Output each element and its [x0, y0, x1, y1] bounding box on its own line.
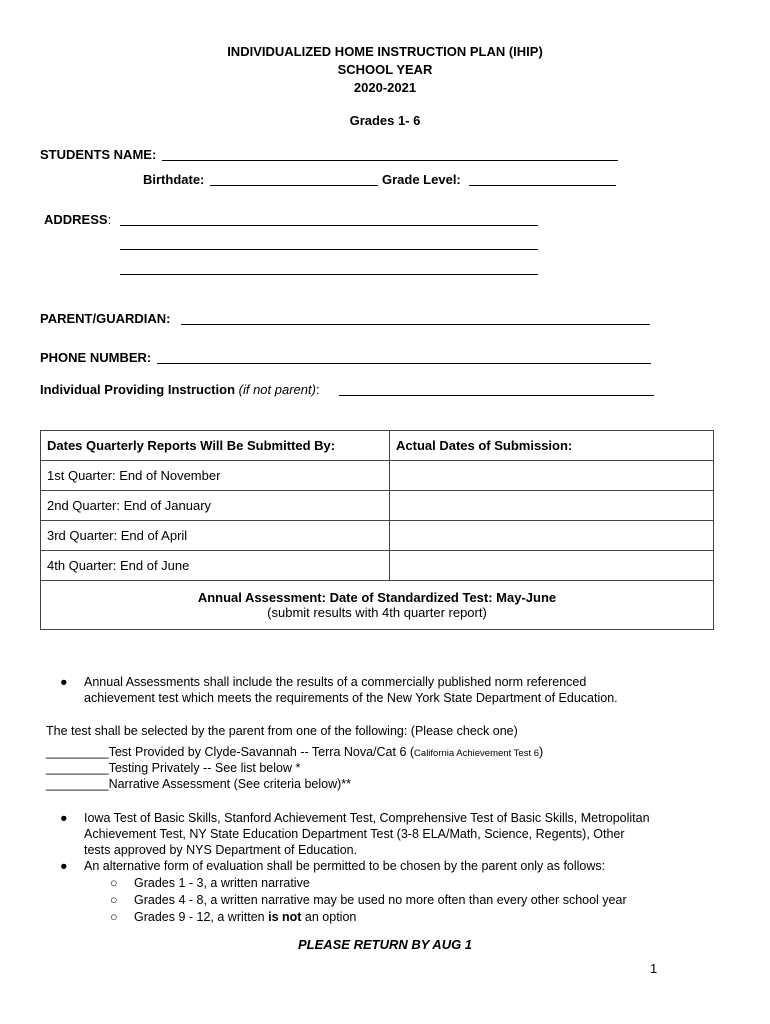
student-name-field[interactable]	[162, 160, 618, 161]
actual-date-cell[interactable]	[390, 521, 714, 551]
quarter-due-cell: 2nd Quarter: End of January	[41, 491, 390, 521]
test-option-2[interactable]	[46, 761, 300, 775]
instructor-colon: :	[315, 382, 320, 397]
actual-date-cell[interactable]	[390, 491, 714, 521]
phone-field[interactable]	[157, 363, 651, 364]
page-number: 1	[650, 961, 658, 976]
address-label: ADDRESS	[44, 212, 108, 227]
annual-assessment-row	[41, 581, 714, 630]
table-row	[41, 461, 714, 491]
parent-field[interactable]	[181, 324, 650, 325]
grade-level-label: Grade Level:	[382, 172, 461, 187]
table-header-actual: Actual Dates of Submission:	[390, 431, 714, 461]
grade-level-field[interactable]	[469, 185, 616, 186]
option-2-text: Testing Privately -- See list below *	[108, 761, 301, 775]
option-3-blank: _________	[46, 777, 109, 791]
instructor-field[interactable]	[339, 395, 654, 396]
birthdate-field[interactable]	[210, 185, 378, 186]
actual-date-cell[interactable]	[390, 551, 714, 581]
address-label-wrap	[44, 212, 111, 227]
option-3-text: Narrative Assessment (See criteria below)**	[108, 777, 352, 791]
address-line-3[interactable]	[120, 274, 538, 275]
tests-text-line-2: Achievement Test, NY State Education Department Test (3-8 ELA/Math, Science, Regents), Other	[84, 827, 625, 841]
bullet-icon: ●	[60, 859, 68, 873]
table-row	[41, 521, 714, 551]
test-option-3[interactable]	[46, 777, 351, 791]
address-colon: :	[107, 212, 112, 227]
birthdate-label: Birthdate:	[143, 172, 205, 187]
address-line-1[interactable]	[120, 225, 538, 226]
option-1-close: )	[539, 745, 544, 759]
bullet-icon: ●	[60, 675, 68, 689]
parent-label: PARENT/GUARDIAN:	[40, 311, 171, 326]
annual-assessment-title: Annual Assessment: Date of Standardized Test: May-June	[197, 590, 557, 605]
sub3-text-c: an option	[301, 910, 357, 924]
quarter-due-cell: 4th Quarter: End of June	[41, 551, 390, 581]
quarterly-reports-table	[40, 430, 714, 630]
assessment-text-line-2: achievement test which meets the requirements of the New York State Department of Education.	[84, 691, 618, 705]
sub3-text-a: Grades 9 - 12, a written	[134, 910, 269, 924]
sub-item-grades-1-3: Grades 1 - 3, a written narrative	[134, 876, 310, 890]
tests-text-line-3: tests approved by NYS Department of Education.	[84, 843, 358, 857]
school-year-label: SCHOOL YEAR	[337, 62, 433, 77]
quarter-due-cell: 3rd Quarter: End of April	[41, 521, 390, 551]
table-header-due: Dates Quarterly Reports Will Be Submitted By:	[41, 431, 390, 461]
option-1-small-text: California Achievement Test 6	[414, 748, 540, 759]
table-header-row	[41, 431, 714, 461]
bullet-icon: ●	[60, 811, 68, 825]
sub-bullet-icon: ○	[110, 876, 118, 890]
quarter-due-cell: 1st Quarter: End of November	[41, 461, 390, 491]
table-row	[41, 491, 714, 521]
sub-bullet-icon: ○	[110, 893, 118, 907]
phone-label: PHONE NUMBER:	[40, 350, 152, 365]
table-row	[41, 551, 714, 581]
sub-item-grades-4-8: Grades 4 - 8, a written narrative may be used no more often than every other school year	[134, 893, 627, 907]
instructor-label-wrap	[40, 382, 320, 397]
school-year: 2020-2021	[353, 80, 417, 95]
option-2-blank: _________	[46, 761, 109, 775]
address-line-2[interactable]	[120, 249, 538, 250]
actual-date-cell[interactable]	[390, 461, 714, 491]
grades-heading: Grades 1- 6	[349, 113, 421, 128]
sub-item-grades-9-12	[134, 910, 356, 924]
annual-assessment-note: (submit results with 4th quarter report)	[267, 605, 487, 620]
instructor-note: (if not parent)	[238, 382, 316, 397]
selection-intro: The test shall be selected by the parent from one of the following: (Please check one)	[46, 724, 518, 738]
annual-assessment-cell	[41, 581, 714, 630]
option-1-text: Test Provided by Clyde-Savannah -- Terra Nova/Cat 6 (	[108, 745, 415, 759]
alternative-text: An alternative form of evaluation shall be permitted to be chosen by the parent only as follows:	[84, 859, 606, 873]
assessment-text-line-1: Annual Assessments shall include the results of a commercially published norm referenced	[84, 675, 587, 689]
return-note: PLEASE RETURN BY AUG 1	[297, 937, 473, 952]
test-option-1[interactable]	[46, 745, 543, 759]
instructor-label: Individual Providing Instruction	[40, 382, 236, 397]
form-title: INDIVIDUALIZED HOME INSTRUCTION PLAN (IHIP)	[227, 44, 543, 59]
tests-text-line-1: Iowa Test of Basic Skills, Stanford Achievement Test, Comprehensive Test of Basic Skills, Metropolitan	[84, 811, 650, 825]
option-1-blank: _________	[46, 745, 109, 759]
student-name-label: STUDENTS NAME:	[40, 147, 157, 162]
sub-bullet-icon: ○	[110, 910, 118, 924]
sub3-emphasis: is not	[268, 910, 302, 924]
